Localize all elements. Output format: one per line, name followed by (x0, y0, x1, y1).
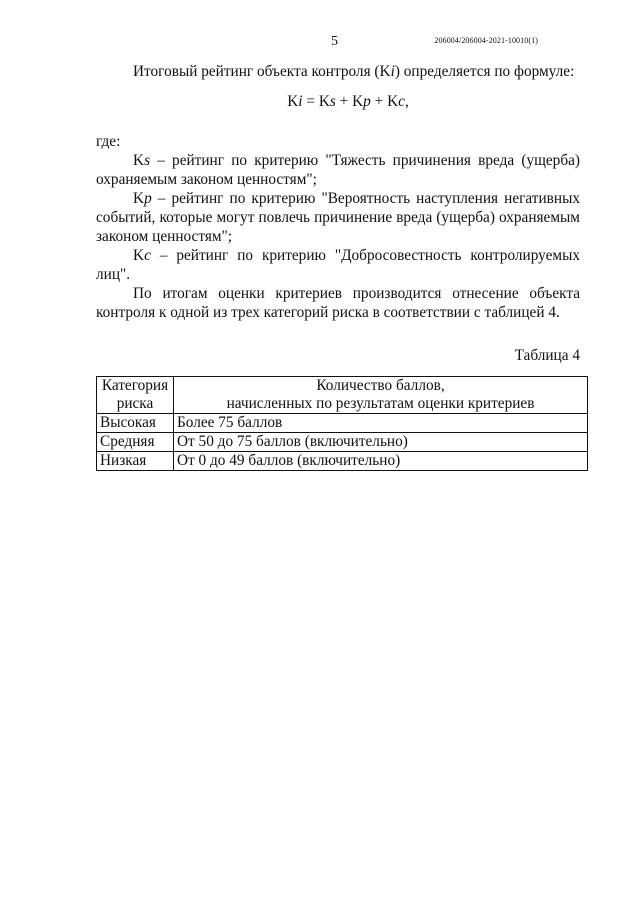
table-caption: Таблица 4 (514, 347, 580, 364)
row-category: Высокая (97, 414, 174, 433)
table-row (97, 433, 588, 452)
ks-definition: Ks – рейтинг по критерию "Тяжесть причинения вреда (ущерба) охраняемым законом ценностям"; (96, 152, 580, 188)
risk-category-table (96, 376, 588, 471)
kp-definition: Kp – рейтинг по критерию "Вероятность наступления негативных событий, которые могут повлечь причинение вреда (ущерба) охраняемым законом ценностям"; (96, 190, 580, 245)
row-points: Более 75 баллов (174, 414, 588, 433)
conclusion-paragraph: По итогам оценки критериев производится отнесение объекта контроля к одной из трех категорий риска в соответствии с таблицей 4. (96, 285, 580, 321)
kc-definition: Kc – рейтинг по критерию "Добросовестность контролируемых лиц". (96, 247, 580, 283)
header-points: Количество баллов, начисленных по результатам оценки критериев (174, 377, 588, 414)
document-reference: 206004/206004-2021-10010(1) (434, 36, 538, 45)
row-points: От 0 до 49 баллов (включительно) (174, 452, 588, 471)
row-category: Средняя (97, 433, 174, 452)
row-category: Низкая (97, 452, 174, 471)
page-number: 5 (331, 34, 338, 49)
document-body (96, 62, 580, 471)
row-points: От 50 до 75 баллов (включительно) (174, 433, 588, 452)
table-row (97, 452, 588, 471)
table-header-row (97, 377, 588, 414)
rating-formula: Ki = Ks + Kp + Kc, (287, 93, 409, 110)
intro-paragraph: Итоговый рейтинг объекта контроля (Ki) определяется по формуле: (133, 63, 575, 80)
where-label: где: (96, 133, 121, 150)
table-row (97, 414, 588, 433)
header-category: Категория риска (97, 377, 174, 414)
